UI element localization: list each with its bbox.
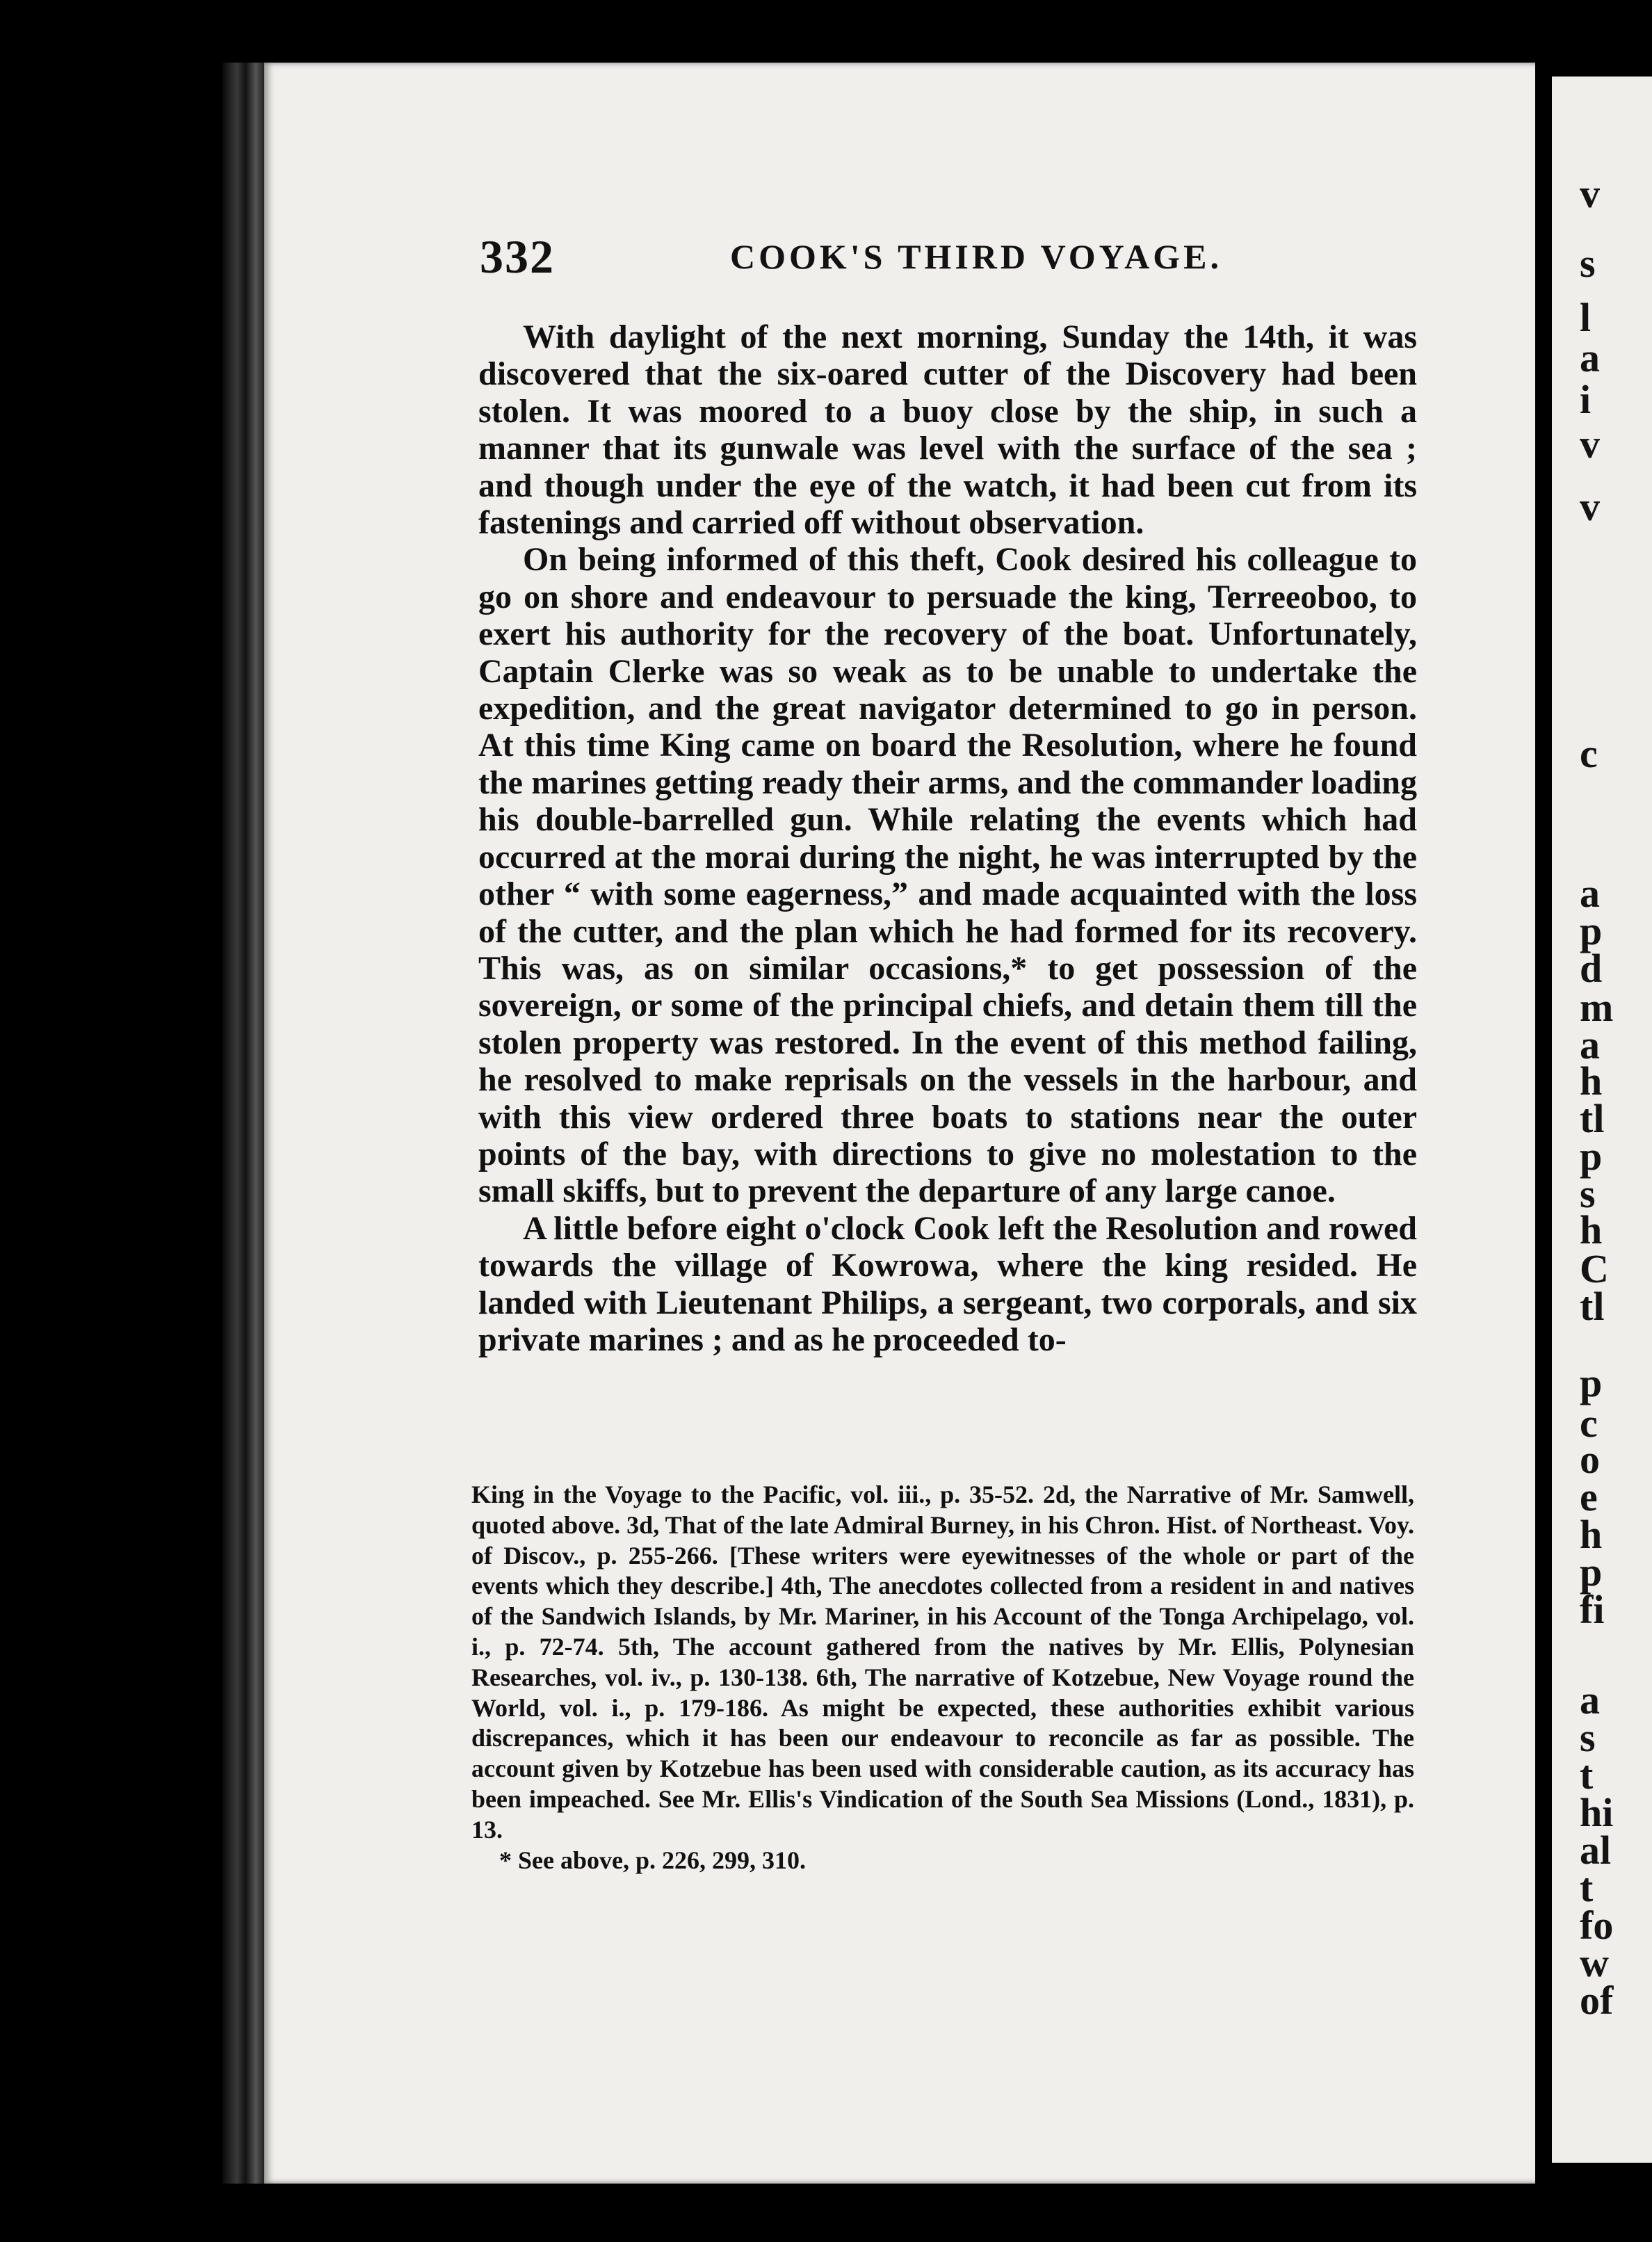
facing-fragment: s	[1580, 241, 1596, 286]
footnotes	[471, 1480, 1414, 1876]
facing-fragment: a	[1580, 1022, 1600, 1067]
page-header	[480, 229, 1453, 292]
facing-fragment: w	[1580, 1940, 1609, 1985]
facing-fragment: al	[1580, 1828, 1612, 1873]
facing-fragment: s	[1580, 1715, 1596, 1760]
facing-fragment: C	[1580, 1246, 1609, 1291]
facing-fragment: v	[1580, 484, 1600, 529]
facing-fragment: t	[1580, 1752, 1594, 1798]
facing-fragment: v	[1580, 171, 1600, 216]
facing-fragment: l	[1580, 295, 1592, 340]
main-text	[478, 318, 1417, 1358]
facing-fragment: h	[1580, 1207, 1603, 1252]
page-number: 332	[480, 230, 555, 283]
facing-fragment: o	[1580, 1437, 1600, 1482]
facing-fragment: a	[1580, 1677, 1600, 1723]
facing-fragment: d	[1580, 946, 1603, 991]
facing-fragment: c	[1580, 731, 1598, 776]
facing-fragment: tl	[1580, 1096, 1605, 1141]
page-gutter	[1535, 63, 1552, 2191]
facing-fragment: a	[1580, 871, 1600, 916]
paragraph: A little before eight o'clock Cook left the Resolution and rowed towards the village of Kowrowa, where the king resided. He landed with Lieutenant Philips, a sergeant, two corporals, and six private marines ; and as he proceeded to-	[478, 1209, 1417, 1358]
paragraph: On being informed of this theft, Cook desired his colleague to go on shore and endeavour to persuade the king, Terreeoboo, to exert his authority for the recovery of the boat. Unfortunately, Captain Clerke was so weak as to be unable to undertake the expedition, and the great navigator determined to go in person. At this time King came on board the Resolution, where he found the marines getting ready their arms, and the commander loading his double-barrelled gun. While relating the events which had occurred at the morai during the night, he was interrupted by the other “ with some eagerness,” and made acquainted with the loss of the cutter, and the plan which he had formed for its recovery. This was, as on similar occasions,* to get possession of the sovereign, or some of the principal chiefs, and detain them till the stolen property was restored. In the event of this method failing, he resolved to make reprisals on the vessels in the harbour, and with this view ordered three boats to stations near the outer points of the bay, with directions to give no molestation to the small skiffs, but to prevent the departure of any large canoe.	[478, 541, 1417, 1210]
facing-fragment: t	[1580, 1865, 1594, 1910]
footnote-continued: King in the Voyage to the Pacific, vol. iii., p. 35-52. 2d, the Narrative of Mr. Samwell, quoted above. 3d, That of the late Admiral Burney, in his Chron. Hist. of Northeast. Voy. of Discov., p. 255-266. [These writers were eyewitnesses of the whole or part of the events which they describe.] 4th, The anecdotes collected from a resident in and natives of the Sandwich Islands, by Mr. Mariner, in his Account of the Tonga Archipelago, vol. i., p. 72-74. 5th, The account gathered from the natives by Mr. Ellis, Polynesian Researches, vol. iv., p. 130-138. 6th, The narrative of Kotzebue, New Voyage round the World, vol. i., p. 179-186. As might be expected, these authorities exhibit various discrepances, which it has been our endeavour to reconcile as far as possible. The account given by Kotzebue has been used with considerable caution, as its accuracy has been impeached. See Mr. Ellis's Vindication of the South Sea Missions (Lond., 1831), p. 13.	[471, 1481, 1414, 1844]
facing-fragment: m	[1580, 985, 1614, 1030]
facing-fragment: p	[1580, 908, 1603, 953]
facing-fragment: h	[1580, 1512, 1603, 1557]
facing-fragment: hi	[1580, 1790, 1614, 1835]
facing-fragment: c	[1580, 1401, 1598, 1446]
facing-fragment: p	[1580, 1134, 1603, 1179]
facing-fragment: v	[1580, 421, 1600, 467]
facing-fragment: fo	[1580, 1903, 1614, 1948]
book-spine-edge	[222, 63, 264, 2184]
facing-fragment: s	[1580, 1171, 1596, 1216]
running-head: COOK'S THIRD VOYAGE.	[730, 237, 1222, 276]
facing-fragment: p	[1580, 1360, 1603, 1405]
footnote-asterisk: * See above, p. 226, 299, 310.	[499, 1846, 806, 1874]
facing-fragment: p	[1580, 1549, 1603, 1595]
facing-fragment: i	[1580, 377, 1592, 422]
facing-fragment: of	[1580, 1978, 1614, 2023]
facing-fragment: e	[1580, 1474, 1598, 1519]
paragraph: With daylight of the next morning, Sunday the 14th, it was discovered that the six-oared cutter of the Discovery had been stolen. It was moored to a buoy close by the ship, in such a manner that its gunwale was level with the surface of the sea ; and though under the eye of the watch, it had been cut from its fastenings and carried off without observation.	[478, 318, 1417, 542]
facing-fragment: fi	[1580, 1587, 1605, 1632]
facing-fragment: a	[1580, 335, 1600, 380]
facing-fragment: h	[1580, 1058, 1603, 1104]
facing-fragment: tl	[1580, 1284, 1605, 1329]
